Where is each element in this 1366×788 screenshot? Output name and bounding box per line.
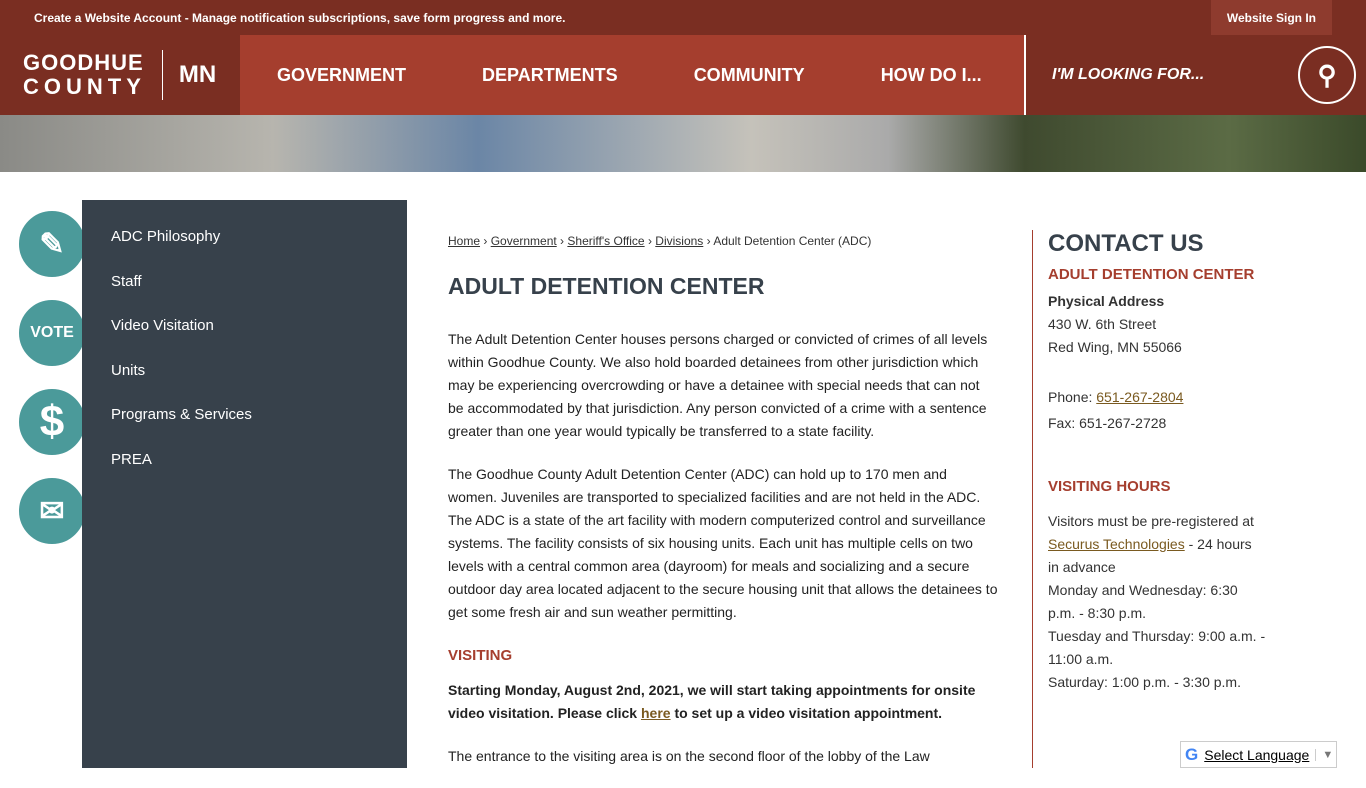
google-icon: G bbox=[1185, 744, 1199, 764]
logo-divider bbox=[162, 50, 163, 100]
page-title: ADULT DETENTION CENTER bbox=[448, 273, 765, 299]
sidebar-item-prea[interactable]: PREA bbox=[111, 450, 152, 468]
sidebar-item-units[interactable]: Units bbox=[111, 361, 146, 379]
sidebar-item-programs[interactable]: Programs & Services bbox=[111, 406, 252, 424]
visiting-notice bbox=[448, 679, 998, 725]
search-button[interactable] bbox=[1298, 46, 1356, 104]
header bbox=[0, 35, 1366, 115]
sidebar-item-staff[interactable]: Staff bbox=[111, 272, 142, 290]
crumb-government[interactable]: Government bbox=[490, 234, 557, 248]
phone-link[interactable]: 651-267-2804 bbox=[1096, 389, 1184, 405]
logo[interactable] bbox=[0, 35, 240, 115]
main-nav bbox=[240, 35, 1026, 115]
search-icon: ⚲ bbox=[1317, 59, 1337, 90]
crumb-sheriff[interactable]: Sheriff's Office bbox=[567, 234, 645, 248]
hours-mon-wed: Monday and Wednesday: 6:30 p.m. - 8:30 p.m. bbox=[1048, 582, 1238, 621]
hours-note-end: - 24 hours in advance bbox=[1048, 536, 1252, 575]
address-line2: Red Wing, MN 55066 bbox=[1048, 339, 1182, 355]
hours-tue-thu: Tuesday and Thursday: 9:00 a.m. - 11:00 a.m. bbox=[1048, 628, 1266, 667]
edit-icon[interactable]: ✎ bbox=[16, 208, 88, 280]
divider bbox=[1032, 230, 1033, 768]
paragraph-3: The entrance to the visiting area is on the second floor of the lobby of the Law bbox=[448, 748, 930, 764]
nav-how-do-i[interactable]: HOW DO I... bbox=[880, 64, 982, 85]
sidebar-item-video-visitation[interactable]: Video Visitation bbox=[111, 317, 214, 335]
paragraph-1: The Adult Detention Center houses persons charged or convicted of crimes of all levels within Goodhue County. We also hold boarded detainees from other jurisdiction which may be experiencing overcrowding or have a detainee with special needs that can not be accommodated by that jurisdiction. Any person convicted of a crime with a sentence greater than one year would typically be transferred to a state facility. bbox=[448, 331, 988, 439]
paragraph-2: The Goodhue County Adult Detention Center (ADC) can hold up to 170 men and women. Juveniles are transported to specialized facilities and are not held in the ADC. The ADC is a state of the art facility with modern computerized control and surveillance systems. The facility consists of six housing units. Each unit has multiple cells on two levels with a central common area (dayroom) for meals and socializing and a secure outdoor day area located adjacent to the secure housing unit that allows the detainees to get some fresh air and sun weather permitting. bbox=[448, 466, 998, 620]
phone bbox=[1048, 386, 1278, 409]
main-content bbox=[448, 230, 998, 788]
contact-dept: ADULT DETENTION CENTER bbox=[1048, 266, 1255, 283]
banner-image bbox=[0, 115, 1366, 172]
visiting-hours-title: VISITING HOURS bbox=[1048, 478, 1171, 495]
search-input[interactable]: I'M LOOKING FOR... bbox=[1052, 66, 1205, 83]
quick-links bbox=[16, 208, 88, 564]
contact-panel bbox=[1048, 232, 1278, 694]
here-link[interactable]: here bbox=[640, 705, 671, 721]
search-bar bbox=[1026, 35, 1366, 115]
address-label: Physical Address bbox=[1048, 293, 1165, 309]
address-line1: 430 W. 6th Street bbox=[1048, 316, 1157, 332]
sign-in-button[interactable]: Website Sign In bbox=[1211, 0, 1332, 35]
sidebar bbox=[82, 200, 407, 768]
dropdown-arrow-icon: ▼ bbox=[1315, 749, 1333, 761]
contact-title: CONTACT US bbox=[1048, 230, 1204, 257]
language-selector[interactable] bbox=[1180, 741, 1337, 768]
crumb-divisions[interactable]: Divisions bbox=[655, 234, 704, 248]
create-account-link[interactable]: Create a Website Account - Manage notification subscriptions, save form progress and more. bbox=[34, 10, 566, 25]
mail-icon[interactable]: ✉ bbox=[16, 475, 88, 547]
nav-government[interactable]: GOVERNMENT bbox=[277, 64, 407, 85]
logo-state: MN bbox=[178, 61, 217, 88]
visiting-heading: VISITING bbox=[448, 647, 513, 664]
notice-text-end: to set up a video visitation appointment. bbox=[670, 705, 943, 721]
notice-text: Starting Monday, August 2nd, 2021, we will start taking appointments for onsite video visitation. Please click bbox=[448, 682, 976, 721]
language-label: Select Language bbox=[1204, 746, 1310, 763]
logo-line1: GOODHUE bbox=[23, 50, 144, 75]
logo-line2: COUNTY bbox=[23, 74, 146, 99]
hours-note bbox=[1048, 510, 1263, 579]
sidebar-item-adc-philosophy[interactable]: ADC Philosophy bbox=[111, 228, 221, 245]
hours-note-text: Visitors must be pre-registered at bbox=[1048, 513, 1254, 529]
nav-departments[interactable]: DEPARTMENTS bbox=[482, 64, 618, 85]
top-bar bbox=[0, 0, 1366, 35]
breadcrumb: Home › Government › Sheriff's Office › Divisions › Adult Detention Center (ADC) bbox=[448, 234, 872, 248]
crumb-home[interactable]: Home bbox=[448, 234, 481, 248]
securus-link[interactable]: Securus Technologies bbox=[1048, 536, 1185, 552]
crumb-current: Adult Detention Center (ADC) bbox=[713, 234, 872, 248]
dollar-icon[interactable]: $ bbox=[16, 386, 88, 458]
phone-label: Phone: bbox=[1048, 389, 1097, 405]
nav-community[interactable]: COMMUNITY bbox=[693, 64, 805, 85]
fax: Fax: 651-267-2728 bbox=[1048, 415, 1167, 431]
vote-icon[interactable]: VOTE bbox=[16, 297, 88, 369]
hours-sat: Saturday: 1:00 p.m. - 3:30 p.m. bbox=[1048, 674, 1241, 690]
